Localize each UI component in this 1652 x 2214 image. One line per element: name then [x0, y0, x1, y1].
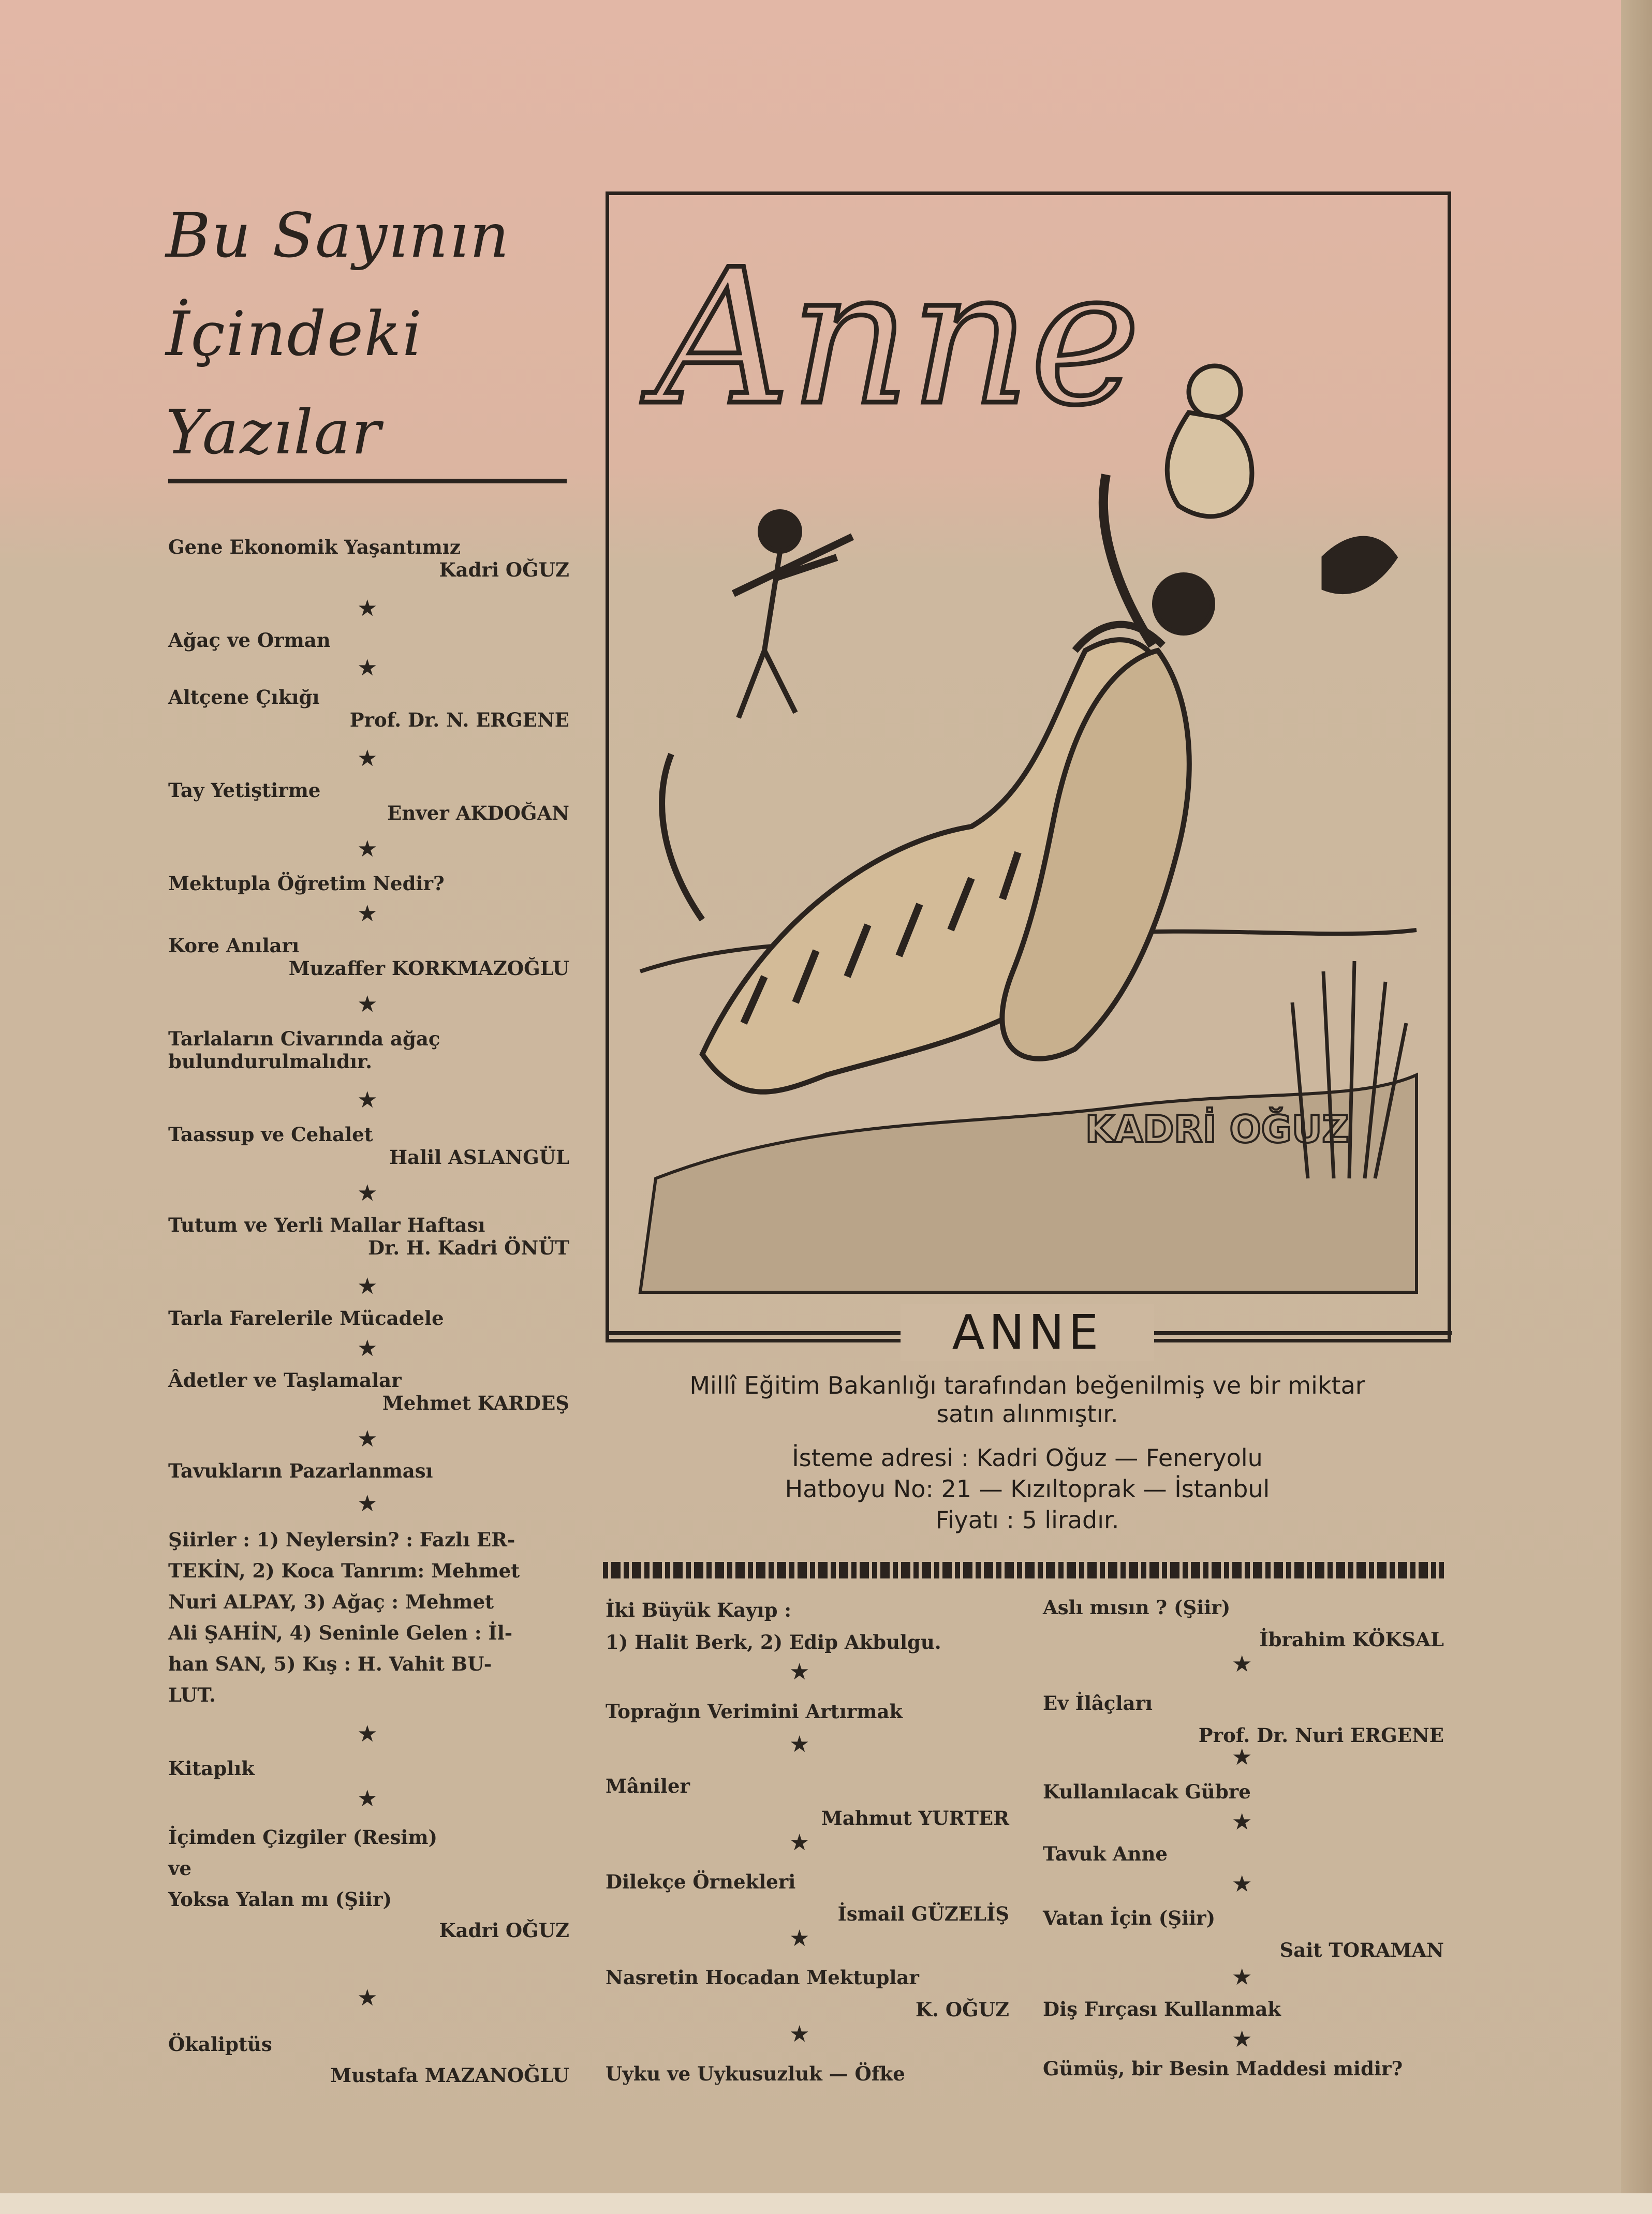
toc-title: Diş Fırçası Kullanmak: [1043, 1998, 1281, 2020]
toc-poems-line: LUT.: [168, 1684, 216, 1706]
toc-title-line-2: ve: [168, 1857, 192, 1880]
toc-entry: [606, 1700, 1009, 1723]
toc-entry: [1043, 1902, 1444, 1966]
toc-title: Ev İlâçları: [1043, 1692, 1153, 1715]
toc-poems-line: han SAN, 5) Kış : H. Vahit BU-: [168, 1652, 492, 1675]
toc-author: Mehmet KARDEŞ: [382, 1392, 569, 1414]
toc-title-line-2: bulundurulmalıdır.: [168, 1050, 372, 1073]
toc-title-line-3: Yoksa Yalan mı (Şiir): [168, 1888, 392, 1911]
ad-line: Millî Eğitim Bakanlığı tarafından beğenilmiş ve bir miktar: [689, 1371, 1365, 1399]
star-divider: ★: [1232, 1651, 1252, 1677]
toc-author: İbrahim KÖKSAL: [1259, 1628, 1444, 1651]
toc-title: Altçene Çıkığı: [168, 686, 320, 709]
toc-entry: [168, 1307, 569, 1330]
toc-title: İki Büyük Kayıp :: [606, 1599, 792, 1621]
toc-title: Tavukların Pazarlanması: [168, 1459, 433, 1482]
toc-entry: [606, 1961, 1009, 2026]
page-spine: [1621, 0, 1652, 2214]
star-divider: ★: [1232, 1744, 1252, 1770]
toc-entry: [606, 1594, 1009, 1658]
star-divider: ★: [357, 1985, 378, 2011]
toc-title: Tarla Farelerile Mücadele: [168, 1307, 444, 1330]
toc-author: Enver AKDOĞAN: [387, 802, 569, 824]
anne-book-poster: [606, 191, 1451, 1342]
toc-title: Tay Yetiştirme: [168, 779, 321, 802]
toc-author: Prof. Dr. N. ERGENE: [349, 709, 569, 731]
toc-entry: [168, 872, 569, 895]
poster-illustration: [609, 195, 1440, 1332]
toc-title: Mektupla Öğretim Nedir?: [168, 872, 445, 895]
star-divider: ★: [357, 901, 378, 927]
heading-rule: [168, 479, 567, 483]
toc-title: Nasretin Hocadan Mektuplar: [606, 1966, 919, 1989]
decorative-border: [603, 1562, 1444, 1578]
toc-entry: [1043, 1998, 1444, 2020]
toc-entry: [1043, 1687, 1444, 1751]
ad-line: satın alınmıştır.: [936, 1400, 1118, 1428]
toc-title: Tavuk Anne: [1043, 1842, 1168, 1865]
heading-line-2: İçindeki: [166, 298, 423, 370]
toc-title: Ökaliptüs: [168, 2033, 272, 2056]
toc-poems-line: TEKİN, 2) Koca Tanrım: Mehmet: [168, 1559, 520, 1582]
star-divider: ★: [357, 1273, 378, 1300]
toc-entry: [1043, 1780, 1444, 1803]
toc-entry: [168, 1822, 569, 1946]
contents-heading: [166, 186, 580, 481]
toc-title: Ağaç ve Orman: [168, 629, 331, 652]
star-divider: ★: [357, 836, 378, 862]
star-divider: ★: [357, 1335, 378, 1362]
heading-line-3: Yazılar: [166, 396, 382, 468]
star-divider: ★: [357, 1721, 378, 1747]
toc-author: Mustafa MAZANOĞLU: [330, 2064, 569, 2087]
toc-title: Tutum ve Yerli Mallar Haftası: [168, 1214, 485, 1236]
toc-title: Gümüş, bir Besin Maddesi midir?: [1043, 2057, 1403, 2080]
toc-entry: [168, 1214, 569, 1259]
toc-title: Taassup ve Cehalet: [168, 1123, 373, 1146]
toc-author: Dr. H. Kadri ÖNÜT: [368, 1236, 569, 1259]
toc-title: Kitaplık: [168, 1757, 255, 1780]
toc-entry: [168, 2029, 569, 2091]
toc-entry: [168, 1123, 569, 1169]
toc-entry: [1043, 1591, 1444, 1656]
star-divider: ★: [1232, 1871, 1252, 1897]
star-divider: ★: [357, 655, 378, 681]
toc-entry: [606, 2062, 1009, 2085]
star-divider: ★: [357, 1087, 378, 1113]
toc-title: Uyku ve Uykusuzluk — Öfke: [606, 2062, 905, 2085]
toc-title: Toprağın Verimini Artırmak: [606, 1700, 903, 1723]
toc-author: İsmail GÜZELİŞ: [837, 1902, 1009, 1925]
toc-title: Gene Ekonomik Yaşantımız: [168, 536, 461, 558]
toc-entry: [168, 1459, 569, 1482]
poster-signature: KADRİ OĞUZ: [1085, 1108, 1349, 1151]
ad-line: Fiyatı : 5 liradır.: [935, 1506, 1119, 1534]
star-divider: ★: [789, 1731, 810, 1758]
toc-entry: [168, 686, 569, 731]
toc-author: Sait TORAMAN: [1279, 1939, 1444, 1961]
toc-author: Kadri OĞUZ: [439, 1919, 569, 1942]
toc-title: Âdetler ve Taşlamalar: [168, 1369, 402, 1392]
star-divider: ★: [357, 745, 378, 772]
toc-entry: [1043, 2057, 1444, 2080]
toc-title: Aslı mısın ? (Şiir): [1043, 1596, 1231, 1619]
poster-title: Anne: [656, 229, 1141, 446]
toc-title-line-2: 1) Halit Berk, 2) Edip Akbulgu.: [606, 1631, 941, 1654]
toc-title: Tarlaların Civarında ağaç: [168, 1027, 440, 1050]
star-divider: ★: [789, 1829, 810, 1856]
toc-author: Halil ASLANGÜL: [389, 1146, 569, 1169]
toc-author: Mahmut YURTER: [821, 1807, 1009, 1829]
star-divider: ★: [357, 1180, 378, 1206]
toc-entry: [168, 536, 569, 581]
star-divider: ★: [357, 1426, 378, 1452]
toc-entry: [168, 779, 569, 824]
ad-line: İsteme adresi : Kadri Oğuz — Feneryolu: [792, 1444, 1263, 1472]
toc-entry: [168, 1027, 569, 1073]
toc-poems-line: Şiirler : 1) Neylersin? : Fazlı ER-: [168, 1528, 515, 1551]
toc-entry: [168, 934, 569, 980]
star-divider: ★: [357, 1490, 378, 1517]
toc-title: Vatan İçin (Şiir): [1043, 1907, 1216, 1929]
toc-author: K. OĞUZ: [915, 1998, 1009, 2021]
toc-entry-poems: [168, 1524, 569, 1710]
toc-title: Mâniler: [606, 1775, 690, 1797]
toc-entry: [168, 629, 569, 652]
toc-author: Prof. Dr. Nuri ERGENE: [1198, 1724, 1444, 1747]
toc-title: Kore Anıları: [168, 934, 300, 957]
toc-title: Dilekçe Örnekleri: [606, 1870, 796, 1893]
hunter-figure: [733, 512, 852, 718]
baby-figure: [1167, 366, 1252, 516]
toc-entry: [168, 1757, 569, 1780]
toc-title: İçimden Çizgiler (Resim): [168, 1826, 437, 1849]
toc-entry: [168, 1369, 569, 1414]
star-divider: ★: [789, 2021, 810, 2047]
toc-author: Muzaffer KORKMAZOĞLU: [288, 957, 569, 980]
toc-entry: [606, 1866, 1009, 1930]
star-divider: ★: [1232, 1964, 1252, 1990]
star-divider: ★: [789, 1925, 810, 1952]
toc-entry: [606, 1770, 1009, 1834]
poster-caption: ANNE: [901, 1304, 1154, 1361]
toc-poems-line: Ali ŞAHİN, 4) Seninle Gelen : İl-: [168, 1621, 513, 1644]
ad-line: Hatboyu No: 21 — Kızıltoprak — İstanbul: [785, 1475, 1270, 1503]
heading-line-1: Bu Sayının: [166, 200, 510, 271]
toc-title: Kullanılacak Gübre: [1043, 1780, 1251, 1803]
star-divider: ★: [357, 595, 378, 622]
star-divider: ★: [1232, 2026, 1252, 2053]
star-divider: ★: [789, 1659, 810, 1685]
star-divider: ★: [1232, 1809, 1252, 1835]
star-divider: ★: [357, 1785, 378, 1812]
toc-entry: [1043, 1842, 1444, 1865]
star-divider: ★: [357, 991, 378, 1017]
page-bottom-edge: [0, 2193, 1652, 2214]
toc-author: Kadri OĞUZ: [439, 558, 569, 581]
grass-foliage: [1292, 538, 1406, 1178]
toc-poems-line: Nuri ALPAY, 3) Ağaç : Mehmet: [168, 1590, 494, 1613]
